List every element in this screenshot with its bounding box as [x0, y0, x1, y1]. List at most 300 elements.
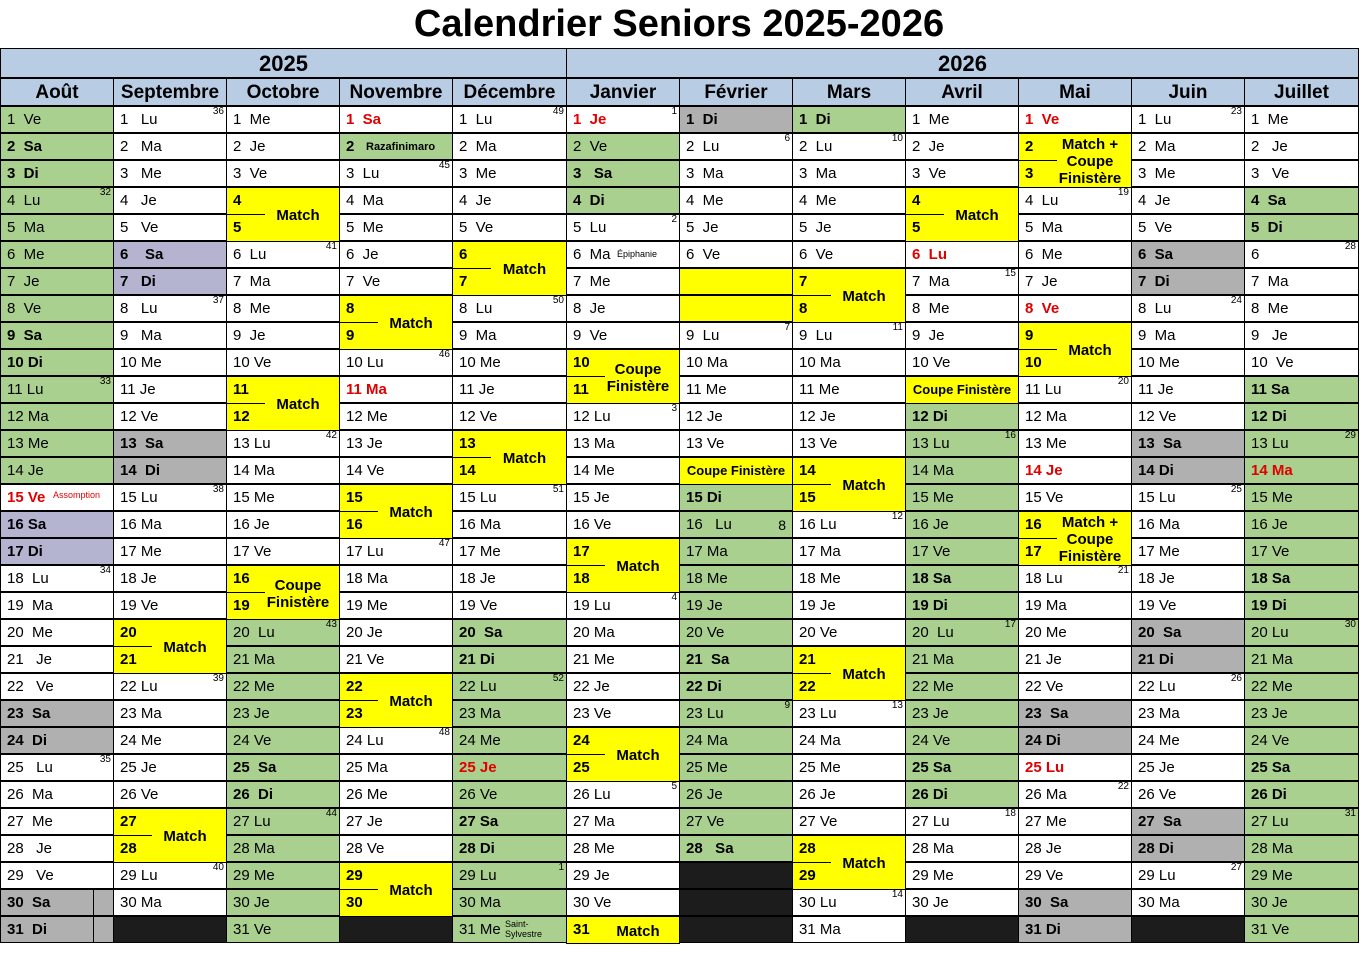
day-label: 24 Me [1138, 732, 1180, 749]
event-label [597, 923, 679, 940]
day-cell [1131, 808, 1245, 835]
week-number: 29 [1344, 430, 1356, 441]
day-label: 9 Je [912, 327, 945, 344]
day-label: 17 Ma [686, 543, 728, 560]
day-label: 3 Ve [1251, 165, 1290, 182]
day-label: 15 Me [912, 489, 954, 506]
day-cell [452, 214, 567, 241]
day-cell [679, 511, 793, 538]
day-label: 6 Ve [686, 246, 721, 263]
day-label: 7 Je [7, 273, 40, 290]
day-cell [113, 403, 227, 430]
event-label [483, 450, 566, 467]
day-label: 26 Je [799, 786, 836, 803]
day-label: 4 Me [799, 192, 837, 209]
day-cell [113, 349, 227, 376]
day-label: 13 Me [1025, 435, 1067, 452]
event-day-number: 5 [233, 219, 242, 236]
day-cell [792, 754, 906, 781]
day-cell [1018, 430, 1132, 457]
day-label: 3 Ma [686, 165, 724, 182]
day-label: 18 Lu [7, 570, 49, 587]
week-number: 43 [325, 619, 337, 630]
week-number: 9 [784, 700, 790, 711]
week-number: 38 [212, 484, 224, 495]
week-number: 15 [1004, 268, 1016, 279]
day-label: 7 Je [1025, 273, 1058, 290]
day-label: 9 Ma [459, 327, 497, 344]
day-label: 27 Lu [1251, 813, 1289, 830]
day-cell [1131, 700, 1245, 727]
day-label: 30 Je [233, 894, 270, 911]
day-label: 24 Me [120, 732, 162, 749]
day-cell [226, 160, 340, 187]
day-label: 19 Ma [1025, 597, 1067, 614]
day-cell [792, 592, 906, 619]
day-label: 2 Je [912, 138, 945, 155]
day-cell [1244, 268, 1359, 295]
event-day-number: 16 [1025, 516, 1042, 533]
day-label: 23 Je [912, 705, 949, 722]
day-label: 29 Lu [120, 867, 158, 884]
day-cell [1018, 592, 1132, 619]
day-cell [1131, 214, 1245, 241]
day-label: 1 Sa [346, 111, 382, 128]
day-label: 21 Sa [686, 651, 730, 668]
event-day-number: 27 [120, 813, 137, 830]
event-day-number: 6 [459, 246, 468, 263]
day-cell [566, 457, 680, 484]
day-label: 22 Di [686, 678, 722, 695]
day-label: 25 Sa [233, 759, 277, 776]
day-cell [1018, 484, 1132, 511]
week-number: 21 [1117, 565, 1129, 576]
day-label: 14 Je [7, 462, 44, 479]
week-number: 25 [1230, 484, 1242, 495]
day-cell [566, 700, 680, 727]
day-cell [0, 511, 114, 538]
event-label-line: Match [163, 639, 207, 656]
day-label: 25 Lu [7, 759, 53, 776]
day-label: 25 Sa [912, 759, 952, 776]
day-cell [226, 808, 340, 835]
day-label: 5 Ve [459, 219, 494, 236]
day-cell [1018, 754, 1132, 781]
event-label-line: Match [842, 855, 886, 872]
day-label: 3 Ma [799, 165, 837, 182]
day-label: 29 Lu [459, 867, 497, 884]
event-block [566, 538, 680, 593]
day-cell [1131, 754, 1245, 781]
day-label: 13 Lu [1251, 435, 1289, 452]
day-label: 7 Ma [233, 273, 271, 290]
event-label-line: Match + [1061, 136, 1119, 153]
day-label: 27 Lu [233, 813, 271, 830]
day-cell [1018, 106, 1132, 133]
day-cell [1244, 862, 1359, 889]
day-label: 10 Ma [799, 354, 841, 371]
week-number: 10 [891, 133, 903, 144]
week-number: 52 [552, 673, 564, 684]
day-label: 13 Me [7, 435, 49, 452]
week-number: 4 [671, 592, 677, 603]
day-cell [339, 430, 453, 457]
day-label: 3 Me [1138, 165, 1176, 182]
calendar-grid [0, 48, 1358, 944]
day-cell [1244, 187, 1359, 214]
day-cell [566, 322, 680, 349]
day-label: 27 Ve [799, 813, 838, 830]
day-cell [1018, 889, 1132, 916]
day-label: 25 Ma [346, 759, 388, 776]
day-label: 16 Ma [1138, 516, 1180, 533]
day-cell [113, 187, 227, 214]
day-label: 21 Di [459, 651, 495, 668]
week-number: 49 [552, 106, 564, 117]
day-cell [1244, 673, 1359, 700]
day-label: 16 Je [233, 516, 270, 533]
day-label: 9 Ma [120, 327, 162, 344]
day-label: 12 Je [686, 408, 723, 425]
day-label: 10 Ma [686, 354, 728, 371]
day-label: 5 Ve [1138, 219, 1173, 236]
event-block [113, 619, 227, 674]
day-label: 21 Ma [912, 651, 954, 668]
day-cell [452, 349, 567, 376]
day-cell [792, 214, 906, 241]
week-number: 42 [325, 430, 337, 441]
day-label: 1 Di [799, 111, 831, 128]
day-label: 28 Di [1138, 840, 1174, 857]
week-number: 36 [212, 106, 224, 117]
day-label: 29 Je [573, 867, 610, 884]
day-label: 15 Di [686, 489, 722, 506]
day-cell [0, 106, 114, 133]
day-cell [1131, 403, 1245, 430]
day-cell [226, 700, 340, 727]
week-number: 44 [325, 808, 337, 819]
day-cell [1018, 916, 1132, 943]
day-cell [113, 592, 227, 619]
day-label: 26 Ve [459, 786, 498, 803]
day-cell [1244, 376, 1359, 403]
day-cell [226, 133, 340, 160]
day-cell [452, 133, 567, 160]
day-cell [905, 700, 1019, 727]
week-number: 30 [1344, 619, 1356, 630]
day-cell [792, 403, 906, 430]
day-cell [679, 808, 793, 835]
day-label: 2 Ma [459, 138, 497, 155]
day-cell [1131, 457, 1245, 484]
day-label: 1 Lu [120, 111, 158, 128]
day-label: 9 Je [233, 327, 266, 344]
day-label: 21 Ma [1251, 651, 1293, 668]
day-cell [0, 295, 114, 322]
day-label: 6 Ve [799, 246, 834, 263]
day-cell [226, 349, 340, 376]
day-label: 13 Je [346, 435, 383, 452]
day-cell [679, 133, 793, 160]
day-cell [566, 862, 680, 889]
day-label: 6 Sa [1138, 246, 1174, 263]
day-label: 13 Lu [233, 435, 271, 452]
day-cell [679, 295, 793, 322]
day-cell [566, 295, 680, 322]
week-number: 16 [1004, 430, 1016, 441]
day-cell [339, 349, 453, 376]
day-label: 22 Me [1251, 678, 1293, 695]
day-cell [1018, 781, 1132, 808]
day-label: 26 Di [912, 786, 948, 803]
event-day-number: 28 [120, 840, 137, 857]
day-cell [452, 835, 567, 862]
week-number: 2 [671, 214, 677, 225]
day-label: 16 Ma [459, 516, 501, 533]
day-cell [1244, 457, 1359, 484]
day-cell [679, 268, 793, 295]
day-label: 10 Me [459, 354, 501, 371]
event-day-number: 16 [346, 516, 363, 533]
day-label: 2 Lu [686, 138, 720, 155]
day-label: 15 Je [573, 489, 610, 506]
day-cell [792, 376, 906, 403]
empty-cell [1131, 916, 1245, 943]
event-day-number: 8 [346, 300, 355, 317]
day-cell [226, 268, 340, 295]
day-label: 24 Ve [233, 732, 272, 749]
day-cell [1131, 133, 1245, 160]
day-cell [1244, 700, 1359, 727]
day-label: 19 Ve [1138, 597, 1177, 614]
week-number: 40 [212, 862, 224, 873]
day-label: 1 Lu [1138, 111, 1172, 128]
event-day-number: 29 [346, 867, 363, 884]
day-cell [566, 133, 680, 160]
day-cell [226, 889, 340, 916]
day-cell [0, 835, 114, 862]
day-cell [905, 619, 1019, 646]
event-block [566, 916, 680, 944]
day-label: 19 Je [799, 597, 836, 614]
day-label: 1 Me [233, 111, 271, 128]
day-label: 30 Je [1251, 894, 1288, 911]
event-block [452, 241, 567, 296]
week-number: 45 [438, 160, 450, 171]
day-label: 12 Ve [459, 408, 498, 425]
day-label: 11 Je [120, 381, 156, 398]
day-label: 3 Ve [912, 165, 947, 182]
day-label: 22 Ve [1025, 678, 1064, 695]
day-cell [1131, 106, 1245, 133]
day-cell [1244, 646, 1359, 673]
day-cell [679, 619, 793, 646]
day-label: 17 Ma [799, 543, 841, 560]
day-cell [1131, 160, 1245, 187]
day-cell [452, 727, 567, 754]
day-label: 24 Lu [346, 732, 384, 749]
day-label: 8 Je [573, 300, 606, 317]
day-cell [792, 727, 906, 754]
day-label: 31 Di [1025, 921, 1061, 938]
event-day-number: 9 [1025, 327, 1034, 344]
event-day-number: 2 [1025, 138, 1034, 155]
day-label: 17 Ve [233, 543, 272, 560]
day-label: 2 [346, 138, 355, 155]
event-label-line: Finistère [266, 594, 330, 611]
day-cell [452, 187, 567, 214]
day-label: 23 Lu [799, 705, 837, 722]
day-label: 27 Je [346, 813, 383, 830]
day-label: 15 Lu [459, 489, 497, 506]
day-cell [113, 457, 227, 484]
day-label: 4 Di [573, 192, 605, 209]
day-label: 30 Ma [120, 894, 162, 911]
event-block [905, 376, 1019, 404]
day-cell [113, 673, 227, 700]
day-cell [679, 484, 793, 511]
day-label: 8 Me [233, 300, 271, 317]
week-number: 12 [891, 511, 903, 522]
day-cell [792, 133, 906, 160]
event-label-line: Coupe [1066, 153, 1114, 170]
day-label: 20 Me [1025, 624, 1067, 641]
day-label: 12 Ve [1138, 408, 1177, 425]
week-number: 32 [99, 187, 111, 198]
day-cell [1244, 322, 1359, 349]
event-block [339, 484, 453, 539]
event-block [792, 457, 906, 512]
empty-cell [905, 916, 1019, 943]
day-cell [679, 187, 793, 214]
event-label-line: Match [502, 261, 547, 278]
day-cell [113, 376, 227, 403]
event-label-line: Match [842, 666, 886, 683]
day-label: 19 Je [686, 597, 723, 614]
week-number: 17 [1004, 619, 1016, 630]
event-day-number: 9 [346, 327, 355, 344]
day-label: 25 Je [459, 759, 497, 776]
day-label: 14 Ve [346, 462, 385, 479]
day-label: 2 Ma [1138, 138, 1176, 155]
day-label: 8 Me [1251, 300, 1289, 317]
day-cell [452, 619, 567, 646]
day-label: 30 Je [912, 894, 949, 911]
day-label: 21 Je [1025, 651, 1062, 668]
day-label: 9 Ve [573, 327, 608, 344]
day-label: 23 Ma [459, 705, 501, 722]
day-cell [566, 781, 680, 808]
day-cell [1018, 646, 1132, 673]
day-cell [0, 565, 114, 592]
day-label: 31 Ma [799, 921, 841, 938]
day-cell [905, 160, 1019, 187]
day-label: 23 Ma [120, 705, 162, 722]
day-cell [339, 133, 453, 160]
day-cell [1244, 430, 1359, 457]
day-label: 4 Je [1138, 192, 1171, 209]
day-cell [1244, 781, 1359, 808]
day-cell [113, 538, 227, 565]
day-label: 12 Ve [120, 408, 159, 425]
event-day-number: 21 [120, 651, 137, 668]
day-label: 2 Je [1251, 138, 1288, 155]
day-cell [113, 106, 227, 133]
day-cell [339, 214, 453, 241]
day-cell [1244, 484, 1359, 511]
day-cell [905, 592, 1019, 619]
day-cell [452, 106, 567, 133]
day-cell [226, 241, 340, 268]
day-label: 28 Me [573, 840, 615, 857]
day-cell [1244, 916, 1359, 943]
event-block [792, 835, 906, 890]
event-label [597, 361, 679, 395]
event-label: Coupe Finistère [686, 463, 786, 478]
day-label: 27 Sa [1138, 813, 1182, 830]
day-cell [905, 538, 1019, 565]
day-cell [339, 727, 453, 754]
event-label-line: Match [616, 558, 660, 575]
day-cell [113, 700, 227, 727]
event-block [792, 646, 906, 701]
day-label: 23 Ma [1138, 705, 1180, 722]
day-cell [226, 106, 340, 133]
event-label-line: Coupe [614, 361, 662, 378]
day-cell [1244, 538, 1359, 565]
day-cell [1131, 538, 1245, 565]
day-label: 31 Ve [1251, 921, 1290, 938]
day-cell [566, 403, 680, 430]
day-cell [0, 619, 114, 646]
day-label: 15 Ve [7, 489, 46, 506]
day-label: 29 Ve [7, 867, 54, 884]
event-label [936, 207, 1018, 224]
day-label: 26 Di [1251, 786, 1287, 803]
day-label: 8 Lu [120, 300, 158, 317]
day-cell [452, 646, 567, 673]
holiday-note: Saint-Sylvestre [505, 919, 543, 939]
event-block [1018, 133, 1132, 188]
day-label: 19 Ve [120, 597, 159, 614]
day-label: 6 Me [1025, 246, 1063, 263]
day-label: 25 Je [120, 759, 157, 776]
year-header-2026: 2026 [566, 48, 1359, 78]
day-cell [1018, 457, 1132, 484]
day-label: 16 Ma [120, 516, 162, 533]
day-cell [452, 538, 567, 565]
event-day-number: 4 [912, 192, 921, 209]
calendar-title: Calendrier Seniors 2025-2026 [413, 3, 945, 45]
day-cell [1018, 187, 1132, 214]
day-cell [1131, 322, 1245, 349]
day-cell [452, 565, 567, 592]
day-label: 13 Ve [799, 435, 838, 452]
day-cell [113, 754, 227, 781]
week-number: 1 [558, 862, 564, 873]
event-day-number: 16 [233, 570, 250, 587]
day-cell [226, 673, 340, 700]
day-cell [679, 430, 793, 457]
empty-cell [679, 862, 793, 889]
week-number: 8 [778, 517, 786, 533]
day-label: 8 Ve [1025, 300, 1060, 317]
event-block [566, 727, 680, 782]
day-cell [452, 754, 567, 781]
day-cell [339, 835, 453, 862]
day-label: 18 Sa [1251, 570, 1291, 587]
day-label: 6 Sa [120, 246, 164, 263]
